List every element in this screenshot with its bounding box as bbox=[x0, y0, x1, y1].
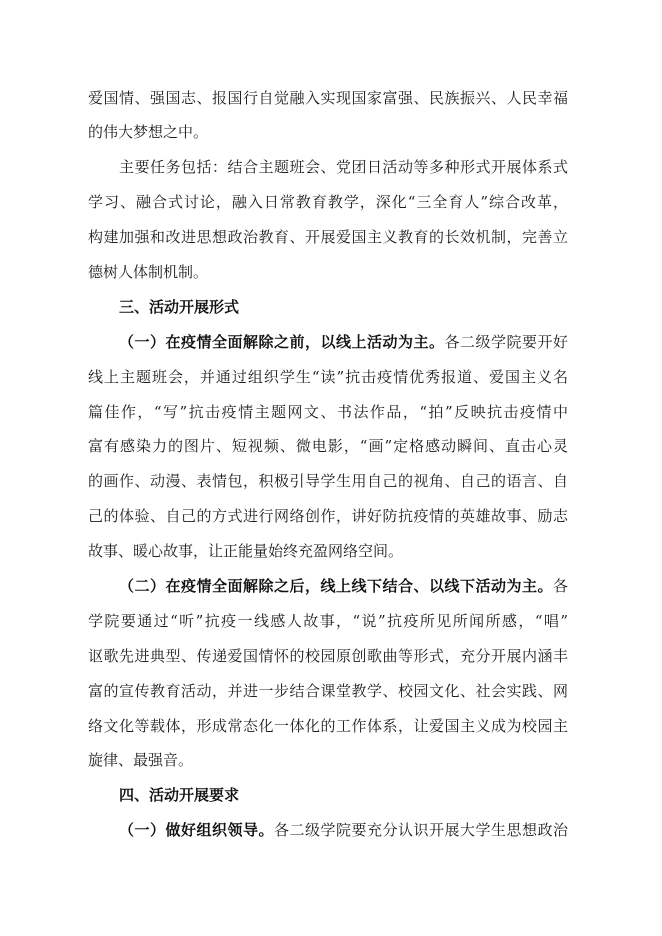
section-heading: 四、活动开展要求 bbox=[119, 786, 240, 805]
text-run: 各二级学院要充分认识开展大学生思想政治 bbox=[274, 821, 568, 840]
text-line: 主要任务包括：结合主题班会、党团日活动等多种形式开展体系式 bbox=[119, 158, 568, 177]
text-line: 线上主题班会，并通过组织学生“读”抗击疫情优秀报道、爱国主义名 bbox=[88, 367, 568, 386]
text-run: 各 bbox=[552, 576, 568, 595]
text-line: 的画作、动漫、表情包，积极引导学生用自己的视角、自己的语言、自 bbox=[88, 472, 568, 491]
text-run: 各二级学院要开好 bbox=[444, 332, 568, 351]
text-line: 德树人体制机制。 bbox=[88, 262, 209, 281]
subsection-lead: （二）在疫情全面解除之后，线上线下结合、以线下活动为主。 bbox=[119, 576, 553, 595]
text-line: 己的体验、自己的方式进行网络创作，讲好防抗疫情的英雄故事、励志 bbox=[88, 507, 568, 526]
subsection-lead: （一）在疫情全面解除之前，以线上活动为主。 bbox=[119, 332, 445, 351]
subsection-first-line bbox=[88, 325, 568, 360]
section-heading: 三、活动开展形式 bbox=[119, 297, 240, 316]
text-line: 构建加强和改进思想政治教育、开展爱国主义教育的长效机制，完善立 bbox=[88, 228, 568, 247]
document-body bbox=[88, 81, 568, 849]
text-line: 旋律、最强音。 bbox=[88, 751, 194, 770]
text-line: 爱国情、强国志、报国行自觉融入实现国家富强、民族振兴、人民幸福 bbox=[88, 88, 568, 107]
text-line: 富的宣传教育活动，并进一步结合课堂教学、校园文化、社会实践、网 bbox=[88, 681, 568, 700]
text-line: 学院要通过“听”抗疫一线感人故事，“说”抗疫所见所闻所感，“唱” bbox=[88, 611, 568, 630]
text-line: 篇佳作，“写”抗击疫情主题网文、书法作品，“拍”反映抗击疫情中 bbox=[88, 402, 568, 421]
text-line: 学习、融合式讨论，融入日常教育教学，深化“三全育人”综合改革， bbox=[88, 193, 568, 212]
subsection-lead: （一）做好组织领导。 bbox=[119, 821, 274, 840]
subsection-first-line bbox=[88, 569, 568, 604]
subsection-first-line bbox=[88, 813, 568, 848]
text-line: 故事、暖心故事，让正能量始终充盈网络空间。 bbox=[88, 542, 404, 561]
text-line: 络文化等载体，形成常态化一体化的工作体系，让爱国主义成为校园主 bbox=[88, 716, 568, 735]
text-line: 讴歌先进典型、传递爱国情怀的校园原创歌曲等形式，充分开展内涵丰 bbox=[88, 646, 568, 665]
text-line: 富有感染力的图片、短视频、微电影，“画”定格感动瞬间、直击心灵 bbox=[88, 437, 568, 456]
text-line: 的伟大梦想之中。 bbox=[88, 123, 209, 142]
